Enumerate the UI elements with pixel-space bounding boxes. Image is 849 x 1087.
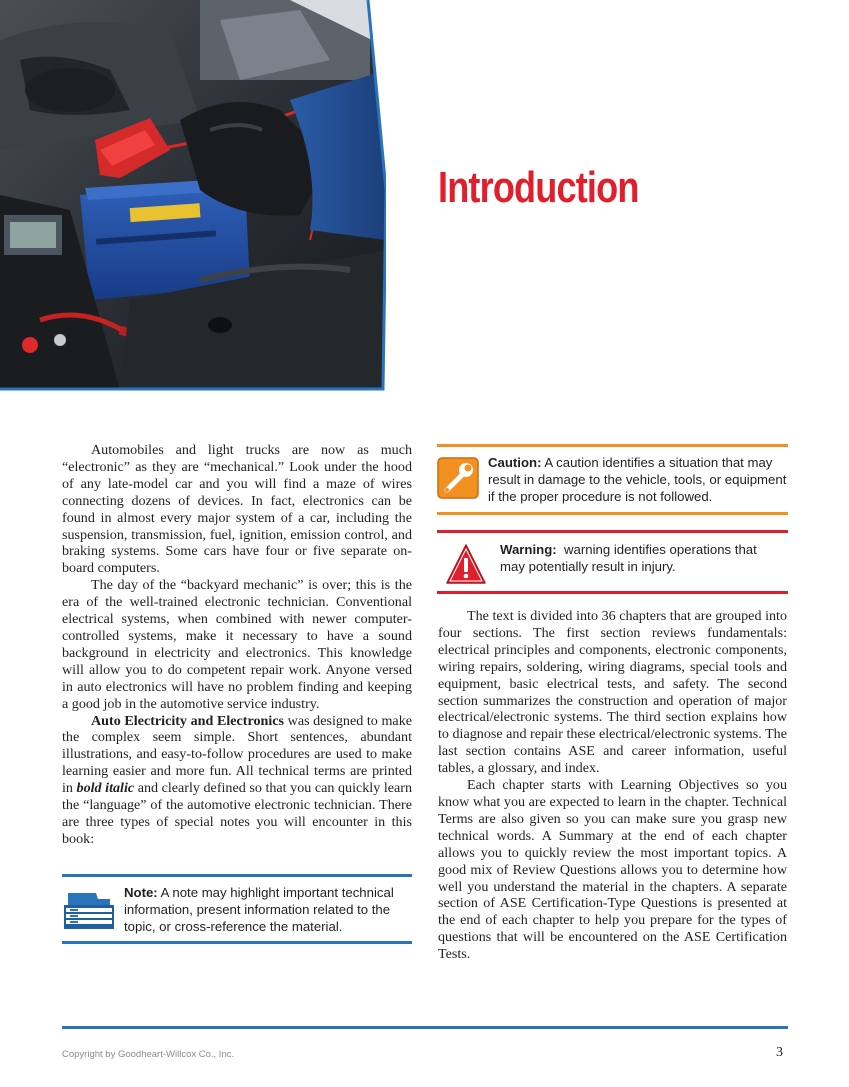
wrench-icon [437,457,479,499]
caution-label: Caution: [488,455,542,470]
body-paragraph: The text is divided into 36 chapters that are grouped into four sections. The first section reviews fundamentals: electrical principles and components, electronic components, wiring repairs, soldering, wiring diagrams, special tools and equipment, basic electrical tests, and safety. The second section summarizes the construction and operation of major electrical/electronic systems. The third section explains how to diagnose and repair these electrical/electronic systems. The last section contains ASE and career information, useful tables, a glossary, and index. [438,608,787,777]
warning-label: Warning: [500,542,557,557]
body-paragraph: Each chapter starts with Learning Objectives so you know what you are expected to learn in the chapter. Technical Terms are also given so you can make sure you grasp new technical words. A Summary at the end of each chapter allows you to quickly review the most important topics. A good mix of Review Questions allows you to determine how well you understand the material in the chapters. A separate section of ASE Certification-Type Questions is presented at the end of each chapter to help you prepare for the types of questions that will be encountered on the ASE Certification Tests. [438,777,787,963]
warning-text: Warning: warning identifies operations that may potentially result in injury. [500,542,761,574]
page-number: 3 [776,1045,783,1060]
body-paragraph: Automobiles and light trucks are now as much “electronic” as they are “mechanical.” Look under the hood of any late-model car and you will find a maze of wires connecting dozens of devices. In fact, electronics can be found in almost every major system of a car, including the suspension, transmission, fuel, ignition, emission control, and braking systems. Some cars have four or five separate on-board computers. [62,442,412,577]
left-column [62,442,412,848]
book-title: Auto Electricity and Electronics [91,712,285,729]
warning-callout [437,530,788,594]
battery-jump-photo [0,0,386,392]
body-paragraph: The day of the “backyard mechanic” is over; this is the era of the well-trained electronic technician. Conventional electrical systems, when combined with newer computer-controlled systems, make it necessary to have a sound background in electricity and electronics. This knowledge will allow you to do competent repair work. Anyone versed in auto electronics will have no problem finding and keeping a good job in the automotive service industry. [62,577,412,712]
right-column [438,608,787,963]
toolbox-icon [62,887,116,931]
note-callout [62,874,412,944]
hero-photo [0,0,386,392]
note-label: Note: [124,885,158,900]
bold-italic-term: bold italic [76,780,135,797]
caution-text: Caution: A caution identifies a situation that may result in damage to the vehicle, tools, or equipment if the proper procedure is not followed. [488,455,787,504]
note-text: Note: A note may highlight important technical information, present information related to the topic, or cross-reference the material. [124,885,394,934]
body-paragraph: Auto Electricity and Electronics was designed to make the complex seem simple. Short sentences, abundant illustrations, and easy-to-follow procedures are used to make learning easier and more fun. All technical terms are printed in bold italic and clearly defined so that you can quickly learn the “language” of the automotive electronic technician. There are three types of special notes you will encounter in this book: [62,712,412,847]
page-title: Introduction [438,163,639,212]
footer-rule [62,1026,788,1029]
caution-callout [437,444,788,515]
copyright: Copyright by Goodheart-Willcox Co., Inc. [62,1049,235,1060]
warning-icon [445,543,487,585]
